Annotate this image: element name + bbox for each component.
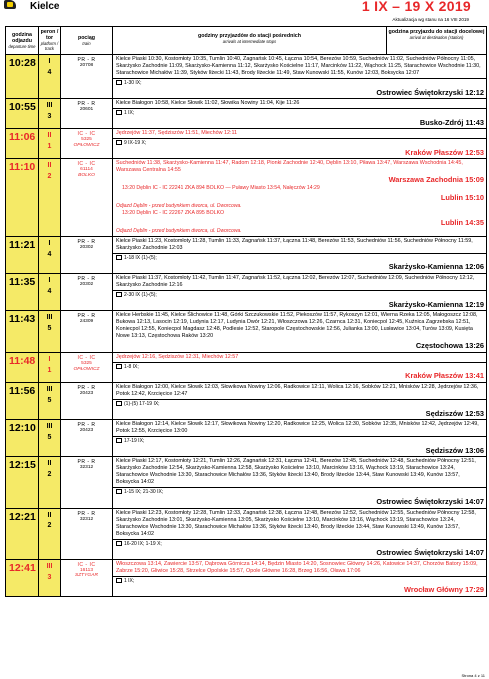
platform: III — [46, 102, 53, 110]
train-number: 32312 — [79, 465, 94, 471]
destination: Sędziszów 12:53 — [425, 408, 484, 418]
running-dates-text: (1)-(5) 17-19 IX; — [124, 401, 160, 408]
intermediate-stops: Kielce Piaski 12:23, Kostomłoty 12:28, Tumlin 12:33, Zagnańsk 12:38, Łączna 12:48, Berezów 12:52, Suchedniów 12:55, Suchedniów Północny 12:58, Skarżysko Zachodnie 13:01, Skarżysko-Kamienna 13:05, Skarżysko Kościelne 13:10, Marcinków 13:16, Wąchock 13:19, Starachowice 13:24, Starachowice Wschodnie 13:30, Starachowice Michałów 13:36, Styków Iłżecki 13:40, Brody Iłżeckie 13:44, Staw Kunowski 13:49, Kunów 13:57, Boksycka 14:02 — [116, 509, 476, 537]
intermediate-stops: Kielce Piaski 10:30, Kostomłoty 10:35, Tumlin 10:40, Zagnańsk 10:45, Łączna 10:54, Berezów 10:59, Suchedniów 11:02, Suchedniów Północny 11:05, Skarżysko Zachodnie 11:09, Skarżysko-Kamienna 11:12, Skarżysko Kościelne 11:17, Marcinków 11:22, Wąchock 11:25, Starachowice Wschodnie 11:30, Starachowice Michałów 11:39, Styków Iłżecki 11:43, Brody Iłżeckie 11:49, Staw Kunowski 11:55, Kunów 12:03, Boksycka 12:07 — [116, 56, 481, 77]
intermediate-stops: Jędrzejów 12:16, Sędziszów 12:31, Miechów 12:57 — [116, 353, 239, 360]
train-number: 61114 — [80, 167, 93, 173]
update-note: Aktualizacja wg stanu na 16 VIII 2019 — [392, 17, 469, 22]
intermediate-stops: Kielce Piaski 11:37, Kostomłoty 11:42, Tumlin 11:47, Zagnańsk 11:52, Łączna 12:02, Berezów 12:07, Suchedniów 12:09, Suchedniów Północny 12:12, Skarżysko Zachodnie 12:16 — [116, 275, 475, 289]
row-separator — [113, 436, 486, 437]
col-train: pociąg train — [61, 27, 113, 55]
destination: Skarżysko-Kamienna 12:19 — [388, 299, 484, 309]
destination: Warszawa Zachodnia 15:09 — [388, 175, 484, 185]
row-separator — [113, 290, 486, 291]
running-dates-text: 1-18 IX (1)-(5); — [124, 254, 157, 261]
running-dates — [116, 438, 484, 445]
route-info — [113, 383, 487, 420]
row-separator — [113, 539, 486, 540]
train-info — [61, 559, 113, 596]
running-dates — [116, 489, 484, 496]
calendar-icon — [116, 401, 122, 406]
intermediate-stops: Kielce Białogon 12:00, Kielce Słowik 12:03, Słowikowa Nowiny 12:06, Radkowice 12:11, Wolica 12:16, Sobków 12:21, Mnisków 12:28, Jędrzejów 12:36, Potok 12:42, Krzcięcice 12:47 — [116, 384, 479, 398]
platform-track — [39, 559, 61, 596]
validity-date: 1 IX – 19 X 2019 — [361, 0, 471, 14]
train-name: SZTYGAR — [74, 573, 99, 579]
train-category: PR - R — [77, 422, 96, 429]
track: 5 — [47, 434, 52, 441]
row-separator — [113, 253, 486, 254]
intermediate-stops: Kielce Białogon 10:58, Kielce Słowik 11:02, Słowika Nowiny 11:04, Kije 11:26 — [116, 100, 300, 107]
train-info — [61, 383, 113, 420]
intermediate-stops: Kielce Herbskie 11:45, Kielce Ślichowice 11:48, Górki Szczukowskie 11:52, Piekoszów 11:57, Rykoszyn 12:01, Wierna Rzeka 12:05, Małogoszcz 12:08, Bukowa 12:13, Lasocin 12:19, Ludynia 12:17, Ludynia Dwór 12:21, Włoszczowa 12:26, Czarnca 12:31, Koniecpol 12:45, Kuźnica Zagrzebska 12:51, Koniecpol 12:55, Koniecpol Magdasz 12:48, Podlesie 12:52, Staropole Częstochowskie 12:56, Julianka 13:00, Lusławice 13:04, Turów 13:09, Kusięta Nowe 13:13, Częstochowa Raków 13:20 — [116, 312, 478, 340]
running-dates-text: 17-19 IX; — [124, 438, 145, 445]
running-dates — [116, 110, 484, 117]
platform: II — [47, 162, 52, 170]
platform-track — [39, 274, 61, 311]
destination: Ostrowiec Świętokrzyski 12:12 — [376, 87, 484, 97]
row-separator — [113, 138, 486, 139]
platform: I — [48, 58, 51, 65]
col-platform: peron / tor platform / track — [39, 27, 61, 55]
row-separator — [113, 108, 486, 109]
train-category: PR - R — [77, 385, 96, 391]
train-info — [61, 508, 113, 559]
running-dates — [116, 292, 484, 299]
intermediate-stops: Jędrzejów 11:37, Sędziszów 11:51, Miechów 12:11 — [116, 130, 238, 137]
col-time: godzina odjazdu departure time — [6, 27, 39, 55]
running-dates-text: 2-30 IX (1)-(5); — [124, 292, 157, 299]
train-info — [61, 311, 113, 353]
train-number: 20423 — [79, 391, 94, 396]
row-separator — [113, 487, 486, 488]
row-separator — [113, 362, 486, 363]
route-info — [113, 159, 487, 236]
track: 3 — [47, 573, 52, 581]
train-category: PR - R — [77, 238, 96, 245]
platform-track — [39, 311, 61, 353]
departure-row — [6, 508, 487, 559]
destination: Ostrowiec Świętokrzyski 14:07 — [376, 496, 484, 506]
calendar-icon — [116, 541, 122, 546]
train-number: 20708 — [79, 63, 94, 68]
train-name: OPŁOWICZ — [73, 143, 100, 149]
train-category: PR - R — [77, 276, 96, 283]
running-dates-text: 9 IX-19 X; — [124, 140, 147, 147]
departure-row — [6, 99, 487, 129]
platform-track — [39, 352, 61, 382]
departure-time: 12:15 — [6, 457, 39, 508]
platform: III — [46, 386, 53, 393]
train-number: 20601 — [79, 107, 94, 113]
platform: I — [48, 277, 51, 285]
departure-row — [6, 311, 487, 353]
running-dates-text: 1-8 IX; — [124, 363, 139, 370]
track: 5 — [47, 325, 52, 333]
running-dates — [116, 541, 484, 548]
departure-time: 12:21 — [6, 508, 39, 559]
train-number: 20302 — [79, 282, 94, 288]
running-dates-text: 1-15 IX; 21-30 IX; — [124, 489, 164, 496]
pkp-logo-icon — [4, 0, 16, 9]
train-category: IC - IC — [77, 354, 96, 361]
track: 4 — [47, 287, 52, 295]
table-header-row — [6, 27, 487, 55]
platform-track — [39, 55, 61, 99]
platform-track — [39, 159, 61, 236]
running-dates-text: 16-20 IX; 1-19 X; — [124, 540, 162, 547]
track: 5 — [47, 396, 52, 404]
page-footer: Strona 4 z 11 — [461, 673, 485, 678]
departure-row — [6, 129, 487, 159]
platform: III — [46, 562, 53, 570]
departure-row — [6, 236, 487, 273]
train-number: 16113 — [80, 567, 93, 573]
running-dates — [116, 401, 484, 408]
train-category: PR - R — [77, 101, 96, 108]
train-info — [61, 236, 113, 273]
connection-1-destination: Lublin 15:10 — [440, 192, 484, 202]
train-info — [61, 457, 113, 508]
row-separator — [113, 78, 486, 79]
platform-track — [39, 236, 61, 273]
track: 2 — [47, 522, 52, 530]
intermediate-stops: Kielce Piaski 12:17, Kostomłoty 12:21, Tumlin 12:26, Zagnańsk 12:31, Łączna 12:41, Berezów 12:45, Suchedniów 12:48, Suchedniów Północny 12:51, Skarżysko Zachodnie 12:54, Skarżysko-Kamienna 12:58, Skarżysko Kościelne 13:10, Marcinków 13:16, Wąchock 13:19, Starachowice 13:24, Starachowice Wschodnie 13:30, Starachowice Michałów 13:36, Styków Iłżecki 13:40, Brody Iłżeckie 13:44, Staw Kunowski 13:49, Kunów 13:57, Boksycka 14:02 — [116, 458, 476, 486]
platform: III — [46, 314, 53, 322]
train-category: PR - R — [77, 510, 96, 517]
track: 2 — [47, 471, 52, 479]
calendar-icon — [116, 292, 122, 297]
intermediate-stops: Kielce Piaski 11:23, Kostomłoty 11:28, Tumlin 11:33, Zagnańsk 11:37, Łączna 11:48, Berezów 11:53, Suchedniów 11:56, Suchedniów Północny 11:59, Skarżysko Zachodnie 12:03 — [116, 237, 473, 251]
platform: II — [47, 511, 52, 519]
route-info — [113, 457, 487, 508]
running-dates-text: 1 IX; — [124, 110, 135, 117]
destination: Busko-Zdrój 11:43 — [419, 117, 484, 127]
train-info — [61, 159, 113, 236]
departures-body — [6, 55, 487, 597]
destination: Ostrowiec Świętokrzyski 14:07 — [376, 548, 484, 558]
track: 3 — [47, 113, 52, 121]
calendar-icon — [116, 255, 122, 260]
departures-table — [5, 26, 487, 597]
departure-time: 12:10 — [6, 420, 39, 457]
page-header — [0, 0, 489, 28]
platform: I — [48, 239, 51, 247]
track: 1 — [47, 143, 52, 151]
train-number: 5325 — [81, 137, 92, 143]
route-info — [113, 508, 487, 559]
train-category: PR - R — [77, 313, 96, 320]
train-info — [61, 420, 113, 457]
departure-row — [6, 559, 487, 596]
departure-row — [6, 274, 487, 311]
intermediate-stops: Suchedniów 11:38, Skarżysko-Kamienna 11:47, Radom 12:18, Pionki Zachodnie 12:40, Dęblin 13:10, Piława 13:47, Warszawa Wschodnia 14:45, Warszawa Centralna 14:55 — [116, 160, 463, 174]
platform-track — [39, 99, 61, 129]
destination: Skarżysko-Kamienna 12:06 — [388, 262, 484, 272]
platform: II — [47, 460, 52, 468]
train-category: IC - IC — [77, 161, 96, 168]
route-info — [113, 559, 487, 596]
departure-row — [6, 383, 487, 420]
running-dates — [116, 364, 484, 371]
running-dates — [116, 140, 484, 147]
departure-time: 11:35 — [6, 274, 39, 311]
departure-row — [6, 352, 487, 382]
platform-track — [39, 420, 61, 457]
departure-time: 10:55 — [6, 99, 39, 129]
train-category: IC - IC — [77, 561, 96, 568]
departure-time: 11:06 — [6, 129, 39, 159]
track: 4 — [47, 68, 52, 76]
track: 4 — [47, 250, 52, 258]
departure-time: 11:21 — [6, 236, 39, 273]
departure-row — [6, 420, 487, 457]
calendar-icon — [116, 140, 122, 145]
route-info — [113, 352, 487, 382]
departure-row — [6, 55, 487, 99]
calendar-icon — [116, 80, 122, 85]
route-info — [113, 274, 487, 311]
route-info — [113, 55, 487, 99]
connection-1: 13:20 Dęblin IC - IC 22241 ZKA 894 BOLKO — Puławy Miasto 13:54, Nałęczów 14:29 — [122, 185, 320, 192]
train-number: 5325 — [81, 360, 92, 366]
platform-track — [39, 129, 61, 159]
destination: Kraków Płaszów 12:53 — [405, 147, 484, 157]
intermediate-stops: Włoszczowa 13:14, Zawiercie 13:57, Dąbrowa Górnicza 14:14, Będzin Miasto 14:20, Sosnowiec Główny 14:26, Katowice 14:37, Chorzów Batory 15:09, Zabrze 15:20, Gliwice 15:28, Strzelce Opolskie 15:57, Opole Główne 16:28, Brzeg 16:56, Oława 17:06 — [116, 560, 478, 574]
train-info — [61, 274, 113, 311]
train-info — [61, 55, 113, 99]
train-name: OPŁOWICZ — [73, 366, 100, 372]
train-info — [61, 352, 113, 382]
station-name: Kielce — [30, 1, 60, 12]
platform-track — [39, 508, 61, 559]
track: 2 — [47, 173, 52, 181]
route-info — [113, 99, 487, 129]
platform-track — [39, 383, 61, 420]
departure-row — [6, 159, 487, 236]
track: 1 — [47, 366, 52, 374]
train-category: PR - R — [77, 459, 96, 466]
train-number: 20302 — [79, 244, 94, 250]
running-dates — [116, 578, 484, 585]
platform: II — [47, 132, 52, 140]
train-name: BOLKO — [78, 173, 95, 179]
train-category: IC - IC — [77, 131, 96, 138]
departure-time: 11:56 — [6, 383, 39, 420]
running-dates — [116, 255, 484, 262]
destination: Sędziszów 13:06 — [425, 445, 484, 455]
destination: Kraków Płaszów 13:41 — [405, 371, 484, 381]
train-category: PR - R — [77, 57, 96, 63]
departure-row — [6, 457, 487, 508]
train-number: 32312 — [79, 516, 94, 522]
route-info — [113, 311, 487, 353]
departure-time: 11:10 — [6, 159, 39, 236]
coach-note-2: Odjazd Dęblin - przed budynkiem dworca, ul. Dworcowa. — [116, 228, 242, 235]
connection-2-destination: Lublin 14:35 — [440, 217, 484, 227]
route-info — [113, 420, 487, 457]
platform: I — [48, 355, 51, 363]
platform: III — [46, 423, 53, 431]
calendar-icon — [116, 364, 122, 369]
route-info — [113, 129, 487, 159]
destination: Częstochowa 13:26 — [415, 341, 484, 351]
row-separator — [113, 576, 486, 577]
intermediate-stops: Kielce Białogon 12:14, Kielce Słowik 12:17, Słowikowa Nowiny 12:20, Radkowice 12:25, Wolica 12:30, Sobków 12:35, Mnisków 12:42, Jędrzejów 12:49, Potok 12:55, Krzcięcice 13:00 — [116, 421, 479, 435]
train-number: 20423 — [79, 428, 94, 434]
route-info — [113, 236, 487, 273]
running-dates-text: 1 IX; — [124, 577, 135, 584]
coach-note-1: Odjazd Dęblin - przed budynkiem dworca, ul. Dworcowa. — [116, 203, 242, 210]
destination: Wrocław Główny 17:29 — [404, 585, 484, 595]
departure-time: 11:48 — [6, 352, 39, 382]
platform-track — [39, 457, 61, 508]
calendar-icon — [116, 578, 122, 583]
train-info — [61, 99, 113, 129]
train-info — [61, 129, 113, 159]
col-route: godziny przyjazdów do stacji pośrednich arrivals at intermediate stops godzina przyjazdu do stacji docelowej arrival at destination (station) — [113, 27, 487, 55]
running-dates — [116, 80, 484, 87]
departure-time: 12:41 — [6, 559, 39, 596]
calendar-icon — [116, 438, 122, 443]
departure-time: 10:28 — [6, 55, 39, 99]
connection-2: 13:20 Dęblin IC - IC 22267 ZKA 895 BOLKO — [122, 209, 225, 216]
train-number: 24309 — [79, 319, 94, 325]
row-separator — [113, 399, 486, 400]
calendar-icon — [116, 489, 122, 494]
calendar-icon — [116, 110, 122, 115]
departure-time: 11:43 — [6, 311, 39, 353]
running-dates-text: 1-30 IX; — [124, 80, 142, 87]
